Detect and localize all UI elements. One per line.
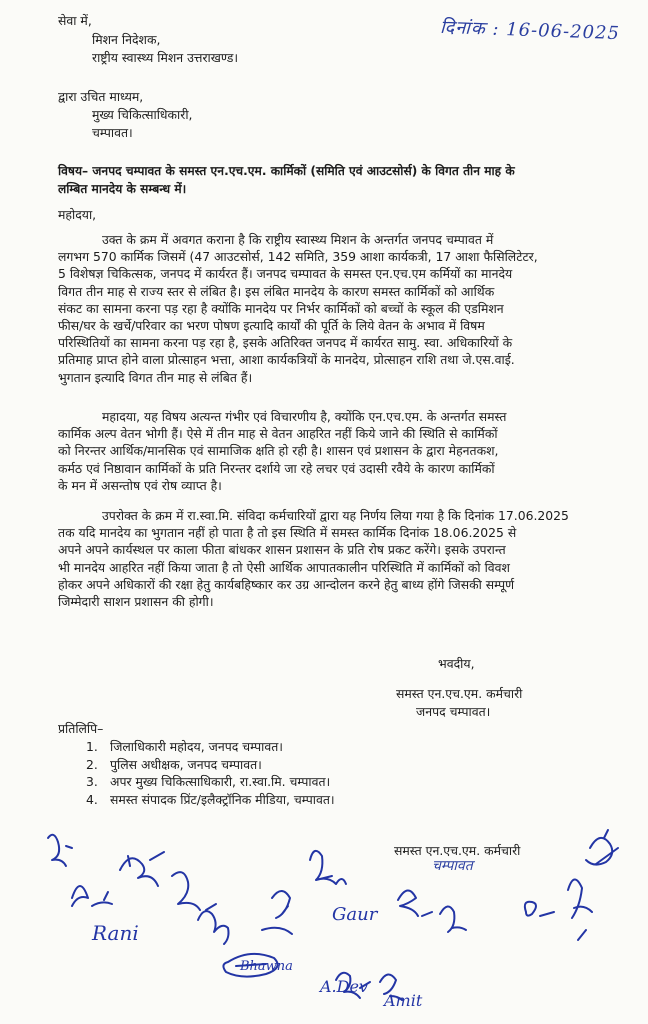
cc-title: प्रतिलिपि–	[58, 721, 104, 736]
handwritten-date: दिनांक : 16-06-2025	[439, 16, 621, 45]
via-line1: द्वारा उचित माध्यम,	[58, 89, 144, 104]
subject-line1: विषय– जनपद चम्पावत के समस्त एन.एच.एम. कार्मिकों (समिति एवं आउटसोर्स) के विगत तीन माह के	[58, 164, 515, 178]
cc-item: 1. जिलाधिकारी महोदय, जनपद चम्पावत।	[86, 739, 283, 754]
paragraph-line: कर्मठ एवं निष्ठावान कार्मिकों के प्रति निरन्तर दर्शाये जा रहे लचर एवं उदासी रवैये के कारण कार्मिकों	[58, 460, 495, 476]
signature-name: Amit	[384, 991, 423, 1010]
paragraph-line: लगभग 570 कार्मिक जिसमें (47 आउटसोर्स, 142 समिति, 359 आशा कार्यकत्री, 17 आशा फैसिलिटेटर,	[58, 249, 538, 265]
signature-scribble	[120, 852, 164, 886]
signature-name: Gaur	[332, 904, 378, 925]
paragraph-line: जिम्मेदारी साशन प्रशासन की होगी।	[58, 594, 214, 610]
cc-list	[86, 738, 335, 808]
paragraph-line: भी मानदेय आहरित नहीं किया जाता है तो ऐसी आर्थिक आपातकालीन परिस्थिति में कार्मिकों को विवश	[58, 559, 510, 575]
subject-line2: लम्बित मानदेय के सम्बन्ध में।	[58, 182, 187, 196]
footer-sign-handwritten: चम्पावत	[432, 858, 473, 874]
paragraph-line: अपने अपने कार्यस्थल पर काला फीता बांधकर शासन प्रशासन के प्रति रोष प्रकट करेंगे। इसके उपरान्त	[58, 542, 506, 558]
greeting: महोदया,	[58, 207, 97, 222]
paragraph-line: विगत तीन माह से राज्य स्तर से लंबित है। इस लंबित मानदेय के कारण समस्त कार्मिकों को आर्थिक	[58, 283, 495, 299]
paragraph-line: फीस/घर के खर्चे/परिवार का भरण पोषण इत्यादि कार्यों की पूर्ति के लिये वेतन के अभाव में विषम	[58, 318, 485, 334]
paragraph-line: प्रतिमाह प्राप्त होने वाला प्रोत्साहन भत्ता, आशा कार्यकत्रियों के मानदेय, प्रोत्साहन राशि तथा जे.एस.वाई.	[58, 352, 515, 368]
signature-scribble	[198, 904, 229, 944]
signature-name: A.Dev	[320, 977, 368, 996]
paragraph-line: भुगतान इत्यादि विगत तीन माह से लंबित हैं।	[58, 369, 253, 385]
paragraph-line: 5 विशेषज्ञ चिकित्सक, जनपद में कार्यरत हैं। जनपद चम्पावत के समस्त एन.एच.एम कर्मियों का मानदेय	[58, 266, 513, 282]
signature-scribble	[568, 879, 592, 940]
signature-scribble	[262, 891, 292, 934]
signature-scribble	[586, 830, 618, 865]
paragraph-line: परिस्थितियों का सामना करना पड़ रहा है, इसके अतिरिक्त जनपद में कार्यरत सामु. स्वा. अधिकारियों के	[58, 335, 513, 351]
closing-from2: जनपद चम्पावत।	[416, 704, 491, 719]
signature-scribble	[440, 906, 466, 932]
signature-scribble	[398, 890, 432, 916]
paragraph-line: उक्त के क्रम में अवगत कराना है कि राष्ट्रीय स्वास्थ्य मिशन के अन्तर्गत जनपद चम्पावत में	[102, 232, 494, 247]
paragraph-line: कार्मिक अल्प वेतन भोगी हैं। ऐसे में तीन माह से वेतन आहरित नहीं किये जाने की स्थिति से कार्मिकों	[58, 426, 498, 442]
signature-scribble	[48, 835, 72, 866]
signature-name: Rani	[92, 921, 139, 945]
via-line2: मुख्य चिकित्साधिकारी,	[92, 107, 193, 122]
signature-name: Bhawna	[240, 959, 293, 974]
salutation: सेवा में,	[58, 13, 92, 28]
cc-item: 2. पुलिस अधीक्षक, जनपद चम्पावत।	[86, 756, 262, 772]
paragraph-line: महादया, यह विषय अत्यन्त गंभीर एवं विचारणीय है, क्योंकि एन.एच.एम. के अन्तर्गत समस्त	[102, 409, 507, 424]
paragraph-line: होकर अपने अधिकारों की रक्षा हेतु कार्यबहिष्कार कर उग्र आन्दोलन करने हेतु बाध्य होंगे जिसकी सम्पूर्ण	[58, 576, 515, 592]
closing-yours: भवदीय,	[438, 656, 475, 671]
cc-item: 3. अपर मुख्य चिकित्साधिकारी, रा.स्वा.मि. चम्पावत।	[86, 774, 331, 790]
addressee-line2: राष्ट्रीय स्वास्थ्य मिशन उत्तराखण्ड।	[92, 50, 239, 65]
addressee-line1: मिशन निदेशक,	[92, 32, 161, 47]
paragraph-line: के मन में असन्तोष एवं रोष व्याप्त है।	[58, 477, 222, 493]
paragraph-line: तक यदि मानदेय का भुगतान नहीं हो पाता है तो इस स्थिति में समस्त कार्मिक दिनांक 18.06.2025 से	[58, 525, 517, 541]
cc-item: 4. समस्त संपादक प्रिंट/इलैक्ट्रॉनिक मीडिया, चम्पावत।	[86, 791, 335, 807]
signature-scribble	[310, 851, 346, 884]
signature-scribble	[72, 886, 112, 906]
paragraph-3	[58, 507, 602, 610]
paragraph-line: संकट का सामना करना पड़ रहा है क्योंकि मानदेय पर निर्भर कार्मिकों को बच्चों के स्कूल की एडमिशन	[58, 300, 504, 316]
paragraph-line: उपरोक्त के क्रम में रा.स्वा.मि. संविदा कर्मचारियों द्वारा यह निर्णय लिया गया है कि दिनांक 17.06.2025	[102, 508, 569, 523]
signatures-area	[0, 820, 648, 1024]
paragraph-1	[58, 231, 602, 386]
paragraph-2	[58, 408, 602, 494]
signature-scribble	[172, 872, 200, 910]
closing-from1: समस्त एन.एच.एम. कर्मचारी	[396, 686, 523, 701]
via-line3: चम्पावत।	[92, 125, 133, 140]
paragraph-line: को निरन्तर आर्थिक/मानसिक एवं सामाजिक क्षति हो रही है। शासन एवं प्रशासन के द्वारा मेहनतकश,	[58, 443, 499, 459]
footer-sign-printed: समस्त एन.एच.एम. कर्मचारी	[394, 843, 521, 858]
signature-scribble	[525, 902, 554, 916]
